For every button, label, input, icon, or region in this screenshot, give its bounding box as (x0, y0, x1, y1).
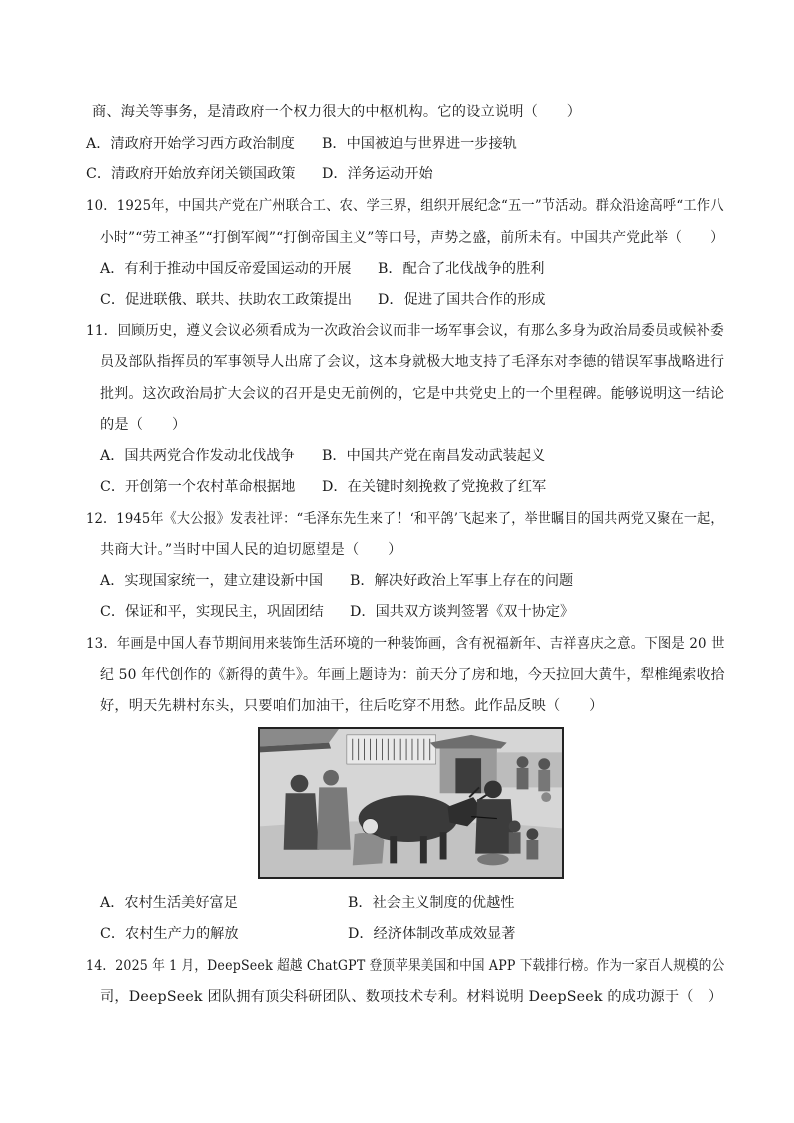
q11-option-a[interactable]: A．国共两党合作发动北伐战争 (100, 448, 295, 464)
q13-option-c[interactable]: C．农村生产力的解放 (100, 926, 239, 942)
q10-stem-line-1: 10．1925年，中国共产党在广州联合工、农、学三界，组织开展纪念“五一”节活动。群众沿途高呼“工作八 (86, 198, 724, 214)
q10-option-a[interactable]: A．有利于推动中国反帝爱国运动的开展 (100, 261, 352, 277)
q10-option-b[interactable]: B．配合了北伐战争的胜利 (378, 261, 545, 277)
q14-stem-line-1: 14．2025 年 1 月，DeepSeek 超越 ChatGPT 登顶苹果美国和中国 APP 下载排行榜。作为一家百人规模的公 (86, 958, 725, 974)
q14-stem-line-2: 司，DeepSeek 团队拥有顶尖科研团队、数项技术专利。材料说明 DeepSeek 的成功源于（ ） (100, 989, 723, 1005)
q13-option-a[interactable]: A．农村生活美好富足 (100, 895, 238, 911)
q10-stem-line-2: 小时”“劳工神圣”“打倒军阀”“打倒帝国主义”等口号，声势之盛，前所未有。中国共产党此举（ ） (100, 230, 725, 246)
q9-stem-continuation: 商、海关等事务，是清政府一个权力很大的中枢机构。它的设立说明（ ） (92, 104, 582, 120)
q13-option-b[interactable]: B．社会主义制度的优越性 (348, 895, 515, 911)
q11-stem-line-1: 11．回顾历史，遵义会议必须看成为一次政治会议而非一场军事会议，有那么多身为政治局委员或候补委 (86, 323, 724, 339)
q13-stem-line-1: 13．年画是中国人春节期间用来装饰生活环境的一种装饰画，含有祝福新年、吉祥喜庆之意。下图是 20 世 (86, 636, 725, 652)
q10-option-c[interactable]: C．促进联俄、联共、扶助农工政策提出 (100, 292, 353, 308)
q12-stem-line-2: 共商大计。”当时中国人民的迫切愿望是（ ） (100, 542, 403, 558)
q13-stem-line-3: 好，明天先耕村东头，只要咱们加油干，往后吃穿不用愁。此作品反映（ ） (100, 698, 604, 714)
q11-stem-line-4: 的是（ ） (100, 417, 187, 433)
q10-option-d[interactable]: D．促进了国共合作的形成 (378, 292, 546, 308)
q12-stem-line-1: 12．1945年《大公报》发表社评：“毛泽东先生来了！‘和平鸽’飞起来了，举世瞩目的国共两党又聚在一起， (86, 511, 724, 527)
q11-option-c[interactable]: C．开创第一个农村革命根据地 (100, 479, 296, 495)
q9-option-d[interactable]: D．洋务运动开始 (322, 166, 433, 182)
q13-stem-line-2: 纪 50 年代创作的《新得的黄牛》。年画上题诗为：前天分了房和地，今天拉回大黄牛，犁椎绳索收拾 (100, 667, 725, 683)
new-year-painting-image (258, 727, 564, 879)
q13-option-d[interactable]: D．经济体制改革成效显著 (348, 926, 516, 942)
q11-stem-line-2: 员及部队指挥员的军事领导人出席了会议，这本身就极大地支持了毛泽东对李德的错误军事战略进行 (100, 354, 725, 370)
q12-option-a[interactable]: A．实现国家统一，建立建设新中国 (100, 573, 324, 589)
q11-stem-line-3: 批判。这次政治局扩大会议的召开是史无前例的，它是中共党史上的一个里程碑。能够说明这一结论 (100, 386, 725, 402)
q9-option-b[interactable]: B．中国被迫与世界进一步接轨 (322, 136, 517, 152)
q12-option-c[interactable]: C．保证和平，实现民主，巩固团结 (100, 604, 324, 620)
q12-option-b[interactable]: B．解决好政治上军事上存在的问题 (350, 573, 574, 589)
q9-option-c[interactable]: C．清政府开始放弃闭关锁国政策 (86, 166, 296, 182)
q11-option-d[interactable]: D．在关键时刻挽救了党挽救了红军 (322, 479, 547, 495)
q12-option-d[interactable]: D．国共双方谈判签署《双十协定》 (350, 604, 575, 620)
q11-option-b[interactable]: B．中国共产党在南昌发动武装起义 (322, 448, 546, 464)
q9-option-a[interactable]: A．清政府开始学习西方政治制度 (86, 136, 295, 152)
